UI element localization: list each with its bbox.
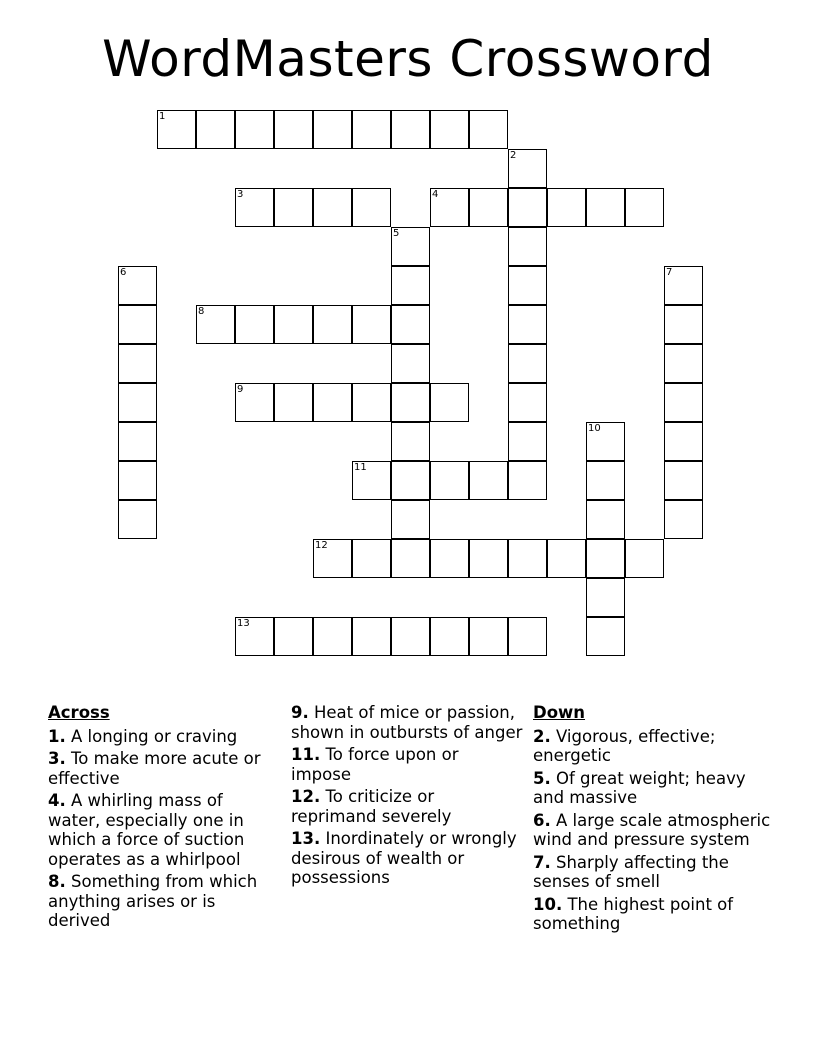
- clue-number: 12: [315, 540, 328, 551]
- grid-cell[interactable]: [352, 305, 391, 344]
- clue-number: 6: [120, 267, 127, 278]
- across-heading: Across: [48, 703, 110, 722]
- down-clues-column: [533, 703, 773, 937]
- grid-cell[interactable]: [469, 188, 508, 227]
- grid-cell[interactable]: [352, 188, 391, 227]
- grid-cell[interactable]: [313, 617, 352, 656]
- clue-number: 1: [159, 111, 166, 122]
- grid-cell[interactable]: [352, 383, 391, 422]
- grid-cell[interactable]: [391, 305, 430, 344]
- clue-item-text: To make more acute or effective: [48, 749, 261, 788]
- down-clue-list: [533, 727, 773, 934]
- clue-item: [533, 895, 773, 934]
- clue-item-number: 1.: [48, 726, 66, 746]
- grid-cell[interactable]: [508, 227, 547, 266]
- across-clues-continued-column: [291, 703, 523, 891]
- clue-item-number: 11.: [291, 745, 321, 764]
- grid-cell[interactable]: [313, 383, 352, 422]
- clue-number: 8: [198, 306, 205, 317]
- grid-cell[interactable]: [547, 188, 586, 227]
- clue-item-text: A whirling mass of water, especially one in which a force of suction operates as a whirlpool: [48, 791, 245, 869]
- grid-cell[interactable]: [196, 305, 235, 344]
- grid-cell[interactable]: [430, 539, 469, 578]
- clue-item-text: Of great weight; heavy and massive: [533, 768, 746, 807]
- across-clue-list: [48, 727, 280, 931]
- clue-number: 3: [237, 189, 244, 200]
- grid-cell[interactable]: [430, 617, 469, 656]
- clue-item-number: 6.: [533, 810, 551, 830]
- clue-item-number: 9.: [291, 703, 309, 722]
- clue-item: [291, 703, 523, 742]
- grid-cell[interactable]: [235, 188, 274, 227]
- grid-cell[interactable]: [391, 539, 430, 578]
- grid-cell[interactable]: [469, 617, 508, 656]
- grid-cell[interactable]: [586, 500, 625, 539]
- grid-cell[interactable]: [664, 461, 703, 500]
- grid-cell[interactable]: [664, 500, 703, 539]
- grid-cell[interactable]: [118, 422, 157, 461]
- grid-cell[interactable]: [547, 539, 586, 578]
- clue-number: 9: [237, 384, 244, 395]
- grid-cell[interactable]: [157, 110, 196, 149]
- grid-cell[interactable]: [196, 110, 235, 149]
- grid-cell[interactable]: [508, 266, 547, 305]
- grid-cell[interactable]: [586, 617, 625, 656]
- clue-item: [48, 727, 280, 747]
- clue-number: 4: [432, 189, 439, 200]
- grid-cell[interactable]: [118, 344, 157, 383]
- grid-cell[interactable]: [586, 422, 625, 461]
- grid-cell[interactable]: [625, 188, 664, 227]
- grid-cell[interactable]: [274, 188, 313, 227]
- grid-cell[interactable]: [391, 344, 430, 383]
- clue-item-text: Something from which anything arises or is derived: [48, 872, 258, 930]
- clue-item: [291, 787, 523, 826]
- clue-item: [48, 872, 280, 931]
- clue-item-text: To force upon or impose: [291, 745, 459, 784]
- grid-cell[interactable]: [508, 305, 547, 344]
- grid-cell[interactable]: [508, 188, 547, 227]
- clue-item-number: 2.: [533, 726, 551, 746]
- grid-cell[interactable]: [586, 578, 625, 617]
- clue-number: 10: [588, 423, 601, 434]
- grid-cell[interactable]: [391, 422, 430, 461]
- grid-cell[interactable]: [391, 227, 430, 266]
- grid-cell[interactable]: [508, 422, 547, 461]
- grid-cell[interactable]: [469, 539, 508, 578]
- clue-item-text: Sharply affecting the senses of smell: [533, 852, 729, 891]
- grid-cell[interactable]: [352, 539, 391, 578]
- grid-cell[interactable]: [313, 188, 352, 227]
- grid-cell[interactable]: [274, 110, 313, 149]
- clue-number: 7: [666, 267, 673, 278]
- grid-cell[interactable]: [508, 539, 547, 578]
- clue-item: [291, 745, 523, 784]
- grid-cell[interactable]: [625, 539, 664, 578]
- clue-item-number: 5.: [533, 768, 551, 788]
- clue-item-text: The highest point of something: [533, 894, 734, 933]
- clue-number: 13: [237, 618, 250, 629]
- grid-cell[interactable]: [235, 110, 274, 149]
- clue-number: 5: [393, 228, 400, 239]
- grid-cell[interactable]: [274, 383, 313, 422]
- grid-cell[interactable]: [508, 617, 547, 656]
- grid-cell[interactable]: [430, 461, 469, 500]
- grid-cell[interactable]: [313, 539, 352, 578]
- grid-cell[interactable]: [313, 110, 352, 149]
- clue-item: [533, 811, 773, 850]
- grid-cell[interactable]: [391, 461, 430, 500]
- clue-item-text: Inordinately or wrongly desirous of wealth or possessions: [291, 829, 517, 887]
- grid-cell[interactable]: [118, 305, 157, 344]
- clue-item-number: 13.: [291, 829, 321, 848]
- grid-cell[interactable]: [586, 461, 625, 500]
- clue-item-number: 8.: [48, 872, 66, 891]
- grid-cell[interactable]: [391, 266, 430, 305]
- grid-cell[interactable]: [664, 383, 703, 422]
- grid-cell[interactable]: [664, 422, 703, 461]
- clue-item: [533, 853, 773, 892]
- grid-cell[interactable]: [664, 266, 703, 305]
- clue-item-text: To criticize or reprimand severely: [291, 787, 452, 826]
- clue-item-number: 7.: [533, 852, 551, 872]
- grid-cell[interactable]: [508, 149, 547, 188]
- across-clues-column: [48, 703, 280, 934]
- grid-cell[interactable]: [274, 305, 313, 344]
- clue-item-text: A large scale atmospheric wind and pressure system: [533, 810, 771, 849]
- clue-item-number: 4.: [48, 791, 66, 810]
- puzzle-title: WordMasters Crossword: [102, 30, 714, 88]
- clue-item-number: 12.: [291, 787, 321, 806]
- grid-cell[interactable]: [469, 461, 508, 500]
- across-clue-list-continued: [291, 703, 523, 888]
- grid-cell[interactable]: [235, 617, 274, 656]
- grid-cell[interactable]: [118, 461, 157, 500]
- clue-number: 11: [354, 462, 367, 473]
- grid-cell[interactable]: [391, 617, 430, 656]
- grid-cell[interactable]: [352, 617, 391, 656]
- grid-cell[interactable]: [430, 383, 469, 422]
- grid-cell[interactable]: [508, 461, 547, 500]
- grid-cell[interactable]: [508, 344, 547, 383]
- grid-cell[interactable]: [313, 305, 352, 344]
- grid-cell[interactable]: [118, 383, 157, 422]
- clue-item-number: 10.: [533, 894, 563, 914]
- grid-cell[interactable]: [235, 383, 274, 422]
- grid-cell[interactable]: [586, 188, 625, 227]
- grid-cell[interactable]: [469, 110, 508, 149]
- grid-cell[interactable]: [352, 110, 391, 149]
- grid-cell[interactable]: [352, 461, 391, 500]
- grid-cell[interactable]: [430, 188, 469, 227]
- clue-item-text: Vigorous, effective; energetic: [533, 726, 716, 765]
- grid-cell[interactable]: [118, 266, 157, 305]
- grid-cell[interactable]: [391, 383, 430, 422]
- clue-item: [48, 791, 280, 869]
- down-heading: Down: [533, 703, 586, 722]
- clue-item: [533, 727, 773, 766]
- grid-cell[interactable]: [391, 110, 430, 149]
- grid-cell[interactable]: [430, 110, 469, 149]
- clue-number: 2: [510, 150, 517, 161]
- grid-cell[interactable]: [664, 344, 703, 383]
- clue-item-number: 3.: [48, 749, 66, 768]
- clue-item-text: A longing or craving: [65, 726, 238, 746]
- grid-cell[interactable]: [274, 617, 313, 656]
- clue-item: [291, 829, 523, 888]
- grid-cell[interactable]: [664, 305, 703, 344]
- grid-cell[interactable]: [391, 500, 430, 539]
- clue-item: [48, 749, 280, 788]
- grid-cell[interactable]: [118, 500, 157, 539]
- clue-item-text: Heat of mice or passion, shown in outbursts of anger: [291, 703, 523, 742]
- grid-cell[interactable]: [586, 539, 625, 578]
- grid-cell[interactable]: [235, 305, 274, 344]
- clue-item: [533, 769, 773, 808]
- grid-cell[interactable]: [508, 383, 547, 422]
